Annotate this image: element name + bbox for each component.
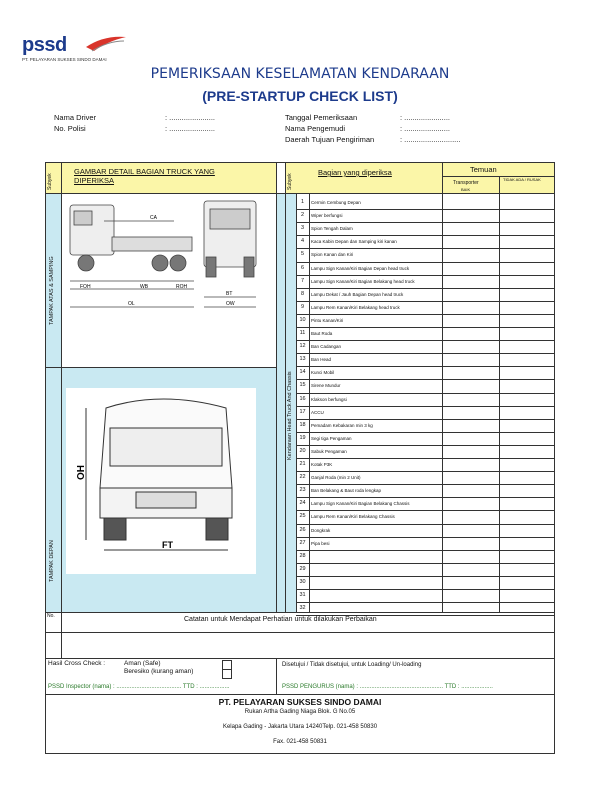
disetujui-text: Disetujui / Tidak disetujui, untuk Loading/ Un-loading (282, 662, 422, 668)
row-number: 23 (299, 487, 306, 494)
checklist-cell-baik[interactable] (443, 406, 498, 419)
checklist-cell-baik[interactable] (443, 275, 498, 288)
checklist-cell-baik[interactable] (443, 340, 498, 353)
checklist-cell-rusak[interactable] (500, 576, 554, 589)
temuan-header: Temuan (470, 165, 497, 174)
checklist-item: Cermin Cembung Depan (311, 200, 361, 205)
hasil-cross-check: Hasil Cross Check : (48, 660, 106, 667)
checklist-cell-rusak[interactable] (500, 497, 554, 510)
field-tanggal[interactable]: : ...................... (400, 113, 451, 122)
row-number: 32 (299, 605, 306, 612)
checklist-cell-baik[interactable] (443, 471, 498, 484)
checklist-cell-rusak[interactable] (500, 419, 554, 432)
row-number: 5 (300, 251, 305, 258)
checklist-item: Lampu Sign Kanan/Kiri Bagian Belakang head truck (311, 278, 415, 284)
checklist-item: Pintu Kanan/Kiri (311, 317, 344, 323)
checklist-item: Dongkrak (311, 527, 331, 533)
checklist-item: Kunci Mobil (311, 370, 335, 376)
row-number: 28 (299, 552, 306, 559)
dimension-ol: OL (128, 301, 135, 307)
dimension-ca: CA (150, 215, 157, 221)
checklist-cell-baik[interactable] (443, 327, 498, 340)
company-logo: pssd (22, 34, 67, 56)
row-number: 2 (300, 212, 305, 219)
footer-company: PT. PELAYARAN SUKSES SINDO DAMAI (218, 697, 382, 707)
dimension-wb: WB (140, 284, 149, 290)
checklist-item: Lampu Rem Kanan/Kiri Belakang Chassis (311, 514, 395, 520)
label-tanggal: Tanggal Pemeriksaan (285, 113, 358, 122)
notes-no-label: No. (47, 613, 55, 619)
row-number: 25 (299, 513, 306, 520)
checklist-cell-rusak[interactable] (500, 563, 554, 576)
field-tujuan[interactable]: : ........................... (400, 135, 461, 144)
row-number: 14 (299, 369, 306, 376)
footer-fax: Fax. 021-458 50831 (273, 739, 327, 745)
checklist-item: Sabuk Pengaman (311, 448, 347, 454)
footer-address-1: Rukan Artha Gading Niaga Blok. G No.05 (244, 709, 356, 715)
opt-beresiko: Beresiko (kurang aman) (124, 668, 194, 675)
row-number: 31 (299, 592, 306, 598)
checklist-cell-baik[interactable] (443, 196, 498, 209)
checklist-item: Ban Cadangan (311, 344, 342, 350)
row-number: 8 (300, 290, 305, 297)
checklist-cell-rusak[interactable] (500, 327, 554, 340)
checklist-item: Segi tiga Pengaman (311, 435, 352, 441)
row-number: 15 (299, 382, 306, 389)
row-number: 18 (299, 421, 306, 428)
row-number: 30 (299, 578, 306, 585)
gambar-header: GAMBAR DETAIL BAGIAN TRUCK YANG DIPERIKSA (74, 167, 215, 185)
checklist-item: Pemadam Kebakaran min 3 kg (311, 422, 373, 428)
checklist-cell-baik[interactable] (443, 537, 498, 550)
checklist-item: Sirene Mundur (311, 383, 341, 389)
opt-aman: Aman (Safe) (124, 660, 161, 667)
checklist-item: Lampu Sign Kanan/Kiri Bagian Depan head truck (311, 265, 410, 271)
checklist-item: Wiper berfungsi (311, 213, 343, 219)
dimension-oh: OH (76, 465, 87, 480)
row-number: 1 (300, 199, 305, 205)
field-no-polisi[interactable]: : ...................... (165, 124, 216, 133)
checklist-cell-rusak[interactable] (500, 537, 554, 550)
checklist-cell-rusak[interactable] (500, 550, 554, 563)
checklist-cell-baik[interactable] (443, 419, 498, 432)
dimension-bt: BT (226, 291, 233, 297)
checklist-cell-baik[interactable] (443, 602, 498, 615)
kendaraan-label: Kendaraan Head Truck And Chassis (287, 371, 293, 460)
row-number: 21 (299, 461, 306, 467)
checklist-cell-rusak[interactable] (500, 432, 554, 445)
checklist-cell-baik[interactable] (443, 353, 498, 366)
row-number: 16 (299, 395, 306, 402)
checklist-cell-rusak[interactable] (500, 602, 554, 615)
checklist-cell-rusak[interactable] (500, 589, 554, 602)
pengurus-line[interactable]: PSSD PENGURUS (nama) : .................................................. TTD : ................... (282, 684, 493, 690)
checklist-item: Kaca Kabin Depan dan Samping kiri kanan (311, 239, 397, 245)
checklist-cell-rusak[interactable] (500, 209, 554, 222)
checklist-cell-baik[interactable] (443, 248, 498, 261)
row-number: 27 (299, 539, 306, 546)
checklist-item: Ban Head (311, 357, 332, 363)
checklist-cell-rusak[interactable] (500, 353, 554, 366)
tampak-depan-label: TAMPAK DEPAN (49, 540, 55, 582)
row-number: 6 (300, 264, 305, 271)
checklist-cell-baik[interactable] (443, 550, 498, 563)
checklist-cell-rusak[interactable] (500, 288, 554, 301)
checkbox-beresiko[interactable] (222, 669, 232, 679)
row-number: 7 (300, 277, 305, 284)
row-number: 12 (299, 343, 306, 350)
checklist-cell-baik[interactable] (443, 262, 498, 275)
checklist-cell-rusak[interactable] (500, 340, 554, 353)
checklist-item: Spion Kanan dan Kiri (311, 252, 354, 258)
checklist-item: Lampu Sign Kanan/Kiri Bagian Belakang Chassis (311, 501, 410, 507)
checklist-item: Spion Tengah Dalam (311, 226, 353, 232)
checklist-cell-rusak[interactable] (500, 301, 554, 314)
checklist-cell-baik[interactable] (443, 288, 498, 301)
checklist-cell-baik[interactable] (443, 314, 498, 327)
page-title: PEMERIKSAAN KESELAMATAN KENDARAAN (150, 66, 450, 82)
label-nama-driver: Nama Driver (54, 113, 97, 122)
checklist-cell-rusak[interactable] (500, 445, 554, 458)
row-number: 13 (299, 356, 306, 363)
checklist-cell-rusak[interactable] (500, 366, 554, 379)
checklist-cell-baik[interactable] (443, 589, 498, 602)
checklist-cell-rusak[interactable] (500, 379, 554, 392)
row-number: 11 (299, 330, 306, 336)
checklist-cell-baik[interactable] (443, 510, 498, 523)
truck-front-view-diagram (66, 388, 256, 574)
checklist-cell-baik[interactable] (443, 497, 498, 510)
checklist-cell-baik[interactable] (443, 432, 498, 445)
checklist-cell-rusak[interactable] (500, 262, 554, 275)
bagian-header: Bagian yang diperiksa (318, 168, 392, 177)
row-number: 26 (299, 526, 306, 533)
checklist-cell-rusak[interactable] (500, 458, 554, 471)
checklist-cell-baik[interactable] (443, 524, 498, 537)
checklist-item: ACCU (311, 409, 324, 415)
checklist-cell-baik[interactable] (443, 379, 498, 392)
checklist-cell-rusak[interactable] (500, 222, 554, 235)
checklist-cell-rusak[interactable] (500, 248, 554, 261)
checklist-cell-baik[interactable] (443, 301, 498, 314)
checklist-cell-rusak[interactable] (500, 235, 554, 248)
row-number: 10 (299, 316, 306, 323)
checklist-item: Kotak P3K (311, 462, 333, 467)
checklist-cell-baik[interactable] (443, 458, 498, 471)
checklist-cell-baik[interactable] (443, 366, 498, 379)
checklist-cell-rusak[interactable] (500, 393, 554, 406)
checklist-cell-baik[interactable] (443, 445, 498, 458)
field-nama-driver[interactable]: : ...................... (165, 113, 216, 122)
row-number: 19 (299, 434, 306, 441)
checklist-item: Baut Roda (311, 331, 333, 336)
row-number: 9 (300, 303, 305, 310)
checklist-cell-baik[interactable] (443, 209, 498, 222)
label-no-polisi: No. Polisi (54, 124, 86, 133)
inspector-line[interactable]: PSSD Inspector (nama) : ....................................... TTD : .................. (48, 684, 230, 690)
checklist-cell-rusak[interactable] (500, 484, 554, 497)
label-pengemudi: Nama Pengemudi (285, 124, 346, 133)
transporter-header: Transporter (453, 180, 479, 186)
checklist-cell-rusak[interactable] (500, 196, 554, 209)
checklist-cell-baik[interactable] (443, 576, 498, 589)
checklist-item: Ban Belakang & Baut roda lengkap (311, 488, 382, 494)
checklist-cell-rusak[interactable] (500, 314, 554, 327)
checklist-item: Klakson berfungsi (311, 396, 347, 402)
row-number: 20 (299, 447, 306, 454)
checklist-cell-rusak[interactable] (500, 406, 554, 419)
tampak-atas-label: TAMPAK ATAS & SAMPING (49, 256, 55, 325)
checklist-cell-rusak[interactable] (500, 524, 554, 537)
row-number: 4 (300, 238, 305, 245)
checklist-cell-baik[interactable] (443, 235, 498, 248)
checklist-cell-baik[interactable] (443, 393, 498, 406)
field-pengemudi[interactable]: : ...................... (400, 124, 451, 133)
row-number: 22 (299, 474, 306, 481)
dimension-roh: ROH (176, 284, 188, 290)
logo-swoosh-icon (84, 33, 128, 53)
checklist-item: Pipa besi (311, 540, 330, 546)
row-number: 3 (300, 225, 305, 232)
notes-title: Catatan untuk Mendapat Perhatian untuk dilakukan Perbaikan (184, 616, 377, 623)
tidak-ada-header: TIDAK ADA / RUSAK (503, 177, 541, 182)
logo-subtitle: PT. PELAYARAN SUKSES SINDO DAMAI (22, 57, 107, 62)
checklist-cell-baik[interactable] (443, 484, 498, 497)
label-tujuan: Daerah Tujuan Pengiriman (285, 135, 375, 144)
checklist-item: Lampu Rem Kanan/Kiri Belakang head truck (311, 304, 400, 310)
subyek-label-2: Subyek (287, 173, 293, 190)
checklist-cell-rusak[interactable] (500, 510, 554, 523)
baik-header: BAIK (461, 187, 471, 192)
checklist-item: Lampu Dekat / Jauh Bagian Depan head truck (311, 291, 404, 297)
row-number: 17 (299, 408, 306, 415)
checklist-item: Ganjal Roda (min 2 Unit) (311, 475, 361, 481)
checklist-cell-rusak[interactable] (500, 471, 554, 484)
dimension-ft: FT (162, 540, 173, 550)
checklist-cell-rusak[interactable] (500, 275, 554, 288)
truck-side-view-diagram (64, 197, 274, 365)
checklist-cell-baik[interactable] (443, 222, 498, 235)
subyek-label: Subyek (47, 173, 53, 190)
dimension-foh: FOH (80, 284, 91, 290)
dimension-ow: OW (226, 301, 235, 307)
row-number: 29 (299, 565, 306, 572)
footer-address-2: Kelapa Gading - Jakarta Utara 14240Telp. 021-458 50830 (222, 724, 378, 730)
page-subtitle: (PRE-STARTUP CHECK LIST) (202, 88, 398, 104)
row-number: 24 (299, 500, 306, 507)
checklist-cell-baik[interactable] (443, 563, 498, 576)
